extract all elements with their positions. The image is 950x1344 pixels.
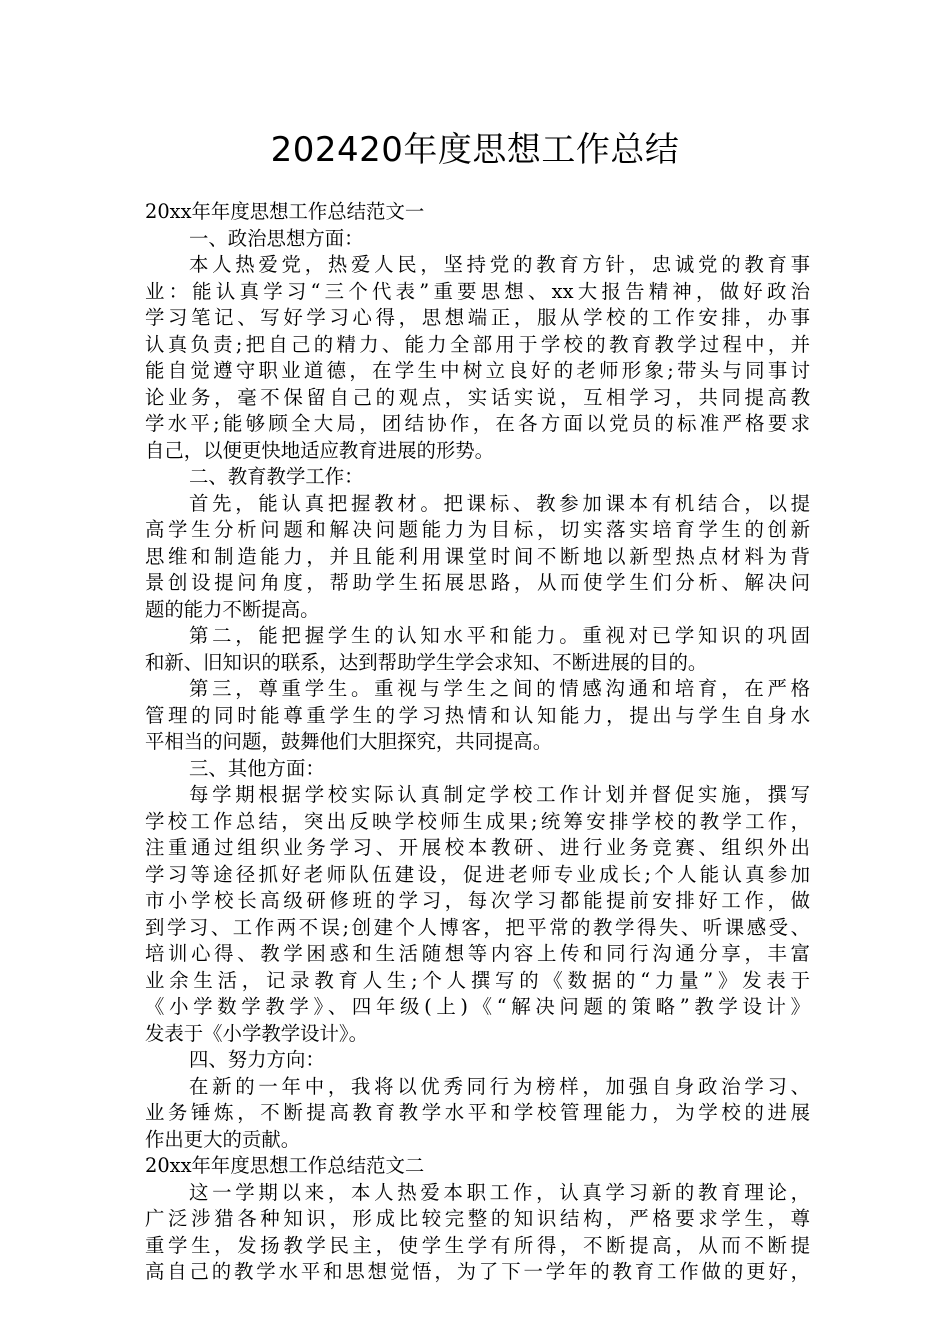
- body-line: 发表于《小学教学设计》。: [145, 1021, 368, 1045]
- body-line: 高自己的教学水平和思想觉悟，为了下一学年的教育工作做的更好，: [145, 1260, 810, 1283]
- body-line: 学习等途径抓好老师队伍建设，促进老师专业成长;个人能认真参加: [145, 862, 810, 886]
- body-line: 业余生活，记录教育人生;个人撰写的《数据的“力量”》发表于: [145, 968, 810, 992]
- body-line: 市小学校长高级研修班的学习，每次学习都能提前安排好工作，做: [145, 889, 810, 912]
- document-body: [145, 199, 810, 1286]
- body-line: 一、政治思想方面：: [189, 226, 364, 250]
- body-line: 能自觉遵守职业道德，在学生中树立良好的老师形象;带头与同事讨: [145, 359, 810, 382]
- body-line: 20xx年年度思想工作总结范文一: [145, 200, 425, 223]
- body-line: 这一学期以来，本人热爱本职工作，认真学习新的教育理论，: [189, 1180, 810, 1204]
- body-line: 高学生分析问题和解决问题能力为目标，切实落实培育学生的创新: [145, 518, 810, 541]
- body-line: 《小学数学教学》、四年级(上)《“解决问题的策略”教学设计》: [145, 995, 810, 1018]
- body-line: 第二，能把握学生的认知水平和能力。重视对已学知识的巩固: [189, 624, 810, 647]
- body-line: 论业务，毫不保留自己的观点，实话实说，互相学习，共同提高教: [145, 385, 810, 409]
- body-line: 本人热爱党，热爱人民，坚持党的教育方针，忠诚党的教育事: [189, 253, 810, 276]
- body-line: 作出更大的贡献。: [145, 1127, 301, 1151]
- body-line: 业务锤炼，不断提高教育教学水平和学校管理能力，为学校的进展: [145, 1101, 810, 1124]
- body-line: 广泛涉猎各种知识，形成比较完整的知识结构，严格要求学生，尊: [145, 1207, 810, 1230]
- body-line: 自己，以便更快地适应教育进展的形势。: [145, 438, 495, 462]
- body-line: 思维和制造能力，并且能利用课堂时间不断地以新型热点材料为背: [145, 544, 810, 568]
- body-line: 平相当的问题，鼓舞他们大胆探究，共同提高。: [145, 730, 553, 753]
- body-line: 认真负责;把自己的精力、能力全部用于学校的教育教学过程中，并: [145, 332, 810, 356]
- body-line: 业：能认真学习“三个代表”重要思想、xx大报告精神，做好政治: [145, 279, 810, 303]
- body-line: 重学生，发扬教学民主，使学生学有所得，不断提高，从而不断提: [145, 1233, 810, 1257]
- body-line: 首先，能认真把握教材。把课标、教参加课本有机结合，以提: [189, 491, 810, 515]
- body-line: 培训心得、教学困惑和生活随想等内容上传和同行沟通分享，丰富: [145, 942, 810, 965]
- body-line: 二、教育教学工作：: [189, 465, 364, 488]
- body-line: 题的能力不断提高。: [145, 597, 320, 621]
- body-line: 到学习、工作两不误;创建个人博客，把平常的教学得失、听课感受、: [145, 915, 810, 939]
- body-line: 注重通过组织业务学习、开展校本教研、进行业务竞赛、组织外出: [145, 836, 810, 859]
- body-line: 四、努力方向：: [189, 1048, 325, 1071]
- document-title: 202420年度思想工作总结: [270, 130, 680, 170]
- body-line: 管理的同时能尊重学生的学习热情和认知能力，提出与学生自身水: [145, 703, 810, 727]
- body-line: 每学期根据学校实际认真制定学校工作计划并督促实施，撰写: [189, 783, 810, 806]
- body-line: 第三，尊重学生。重视与学生之间的情感沟通和培育，在严格: [189, 677, 810, 700]
- body-line: 在新的一年中，我将以优秀同行为榜样，加强自身政治学习、: [189, 1074, 810, 1098]
- body-line: 学习笔记、写好学习心得，思想端正，服从学校的工作安排，办事: [145, 306, 810, 329]
- body-line: 20xx年年度思想工作总结范文二: [145, 1154, 425, 1177]
- body-line: 和新、旧知识的联系，达到帮助学生学会求知、不断进展的目的。: [145, 650, 708, 674]
- body-line: 学水平;能够顾全大局，团结协作，在各方面以党员的标准严格要求: [145, 412, 810, 435]
- body-line: 三、其他方面：: [189, 756, 325, 780]
- body-line: 学校工作总结，突出反映学校师生成果;统筹安排学校的教学工作，: [145, 809, 810, 833]
- body-line: 景创设提问角度，帮助学生拓展思路，从而使学生们分析、解决问: [145, 571, 810, 594]
